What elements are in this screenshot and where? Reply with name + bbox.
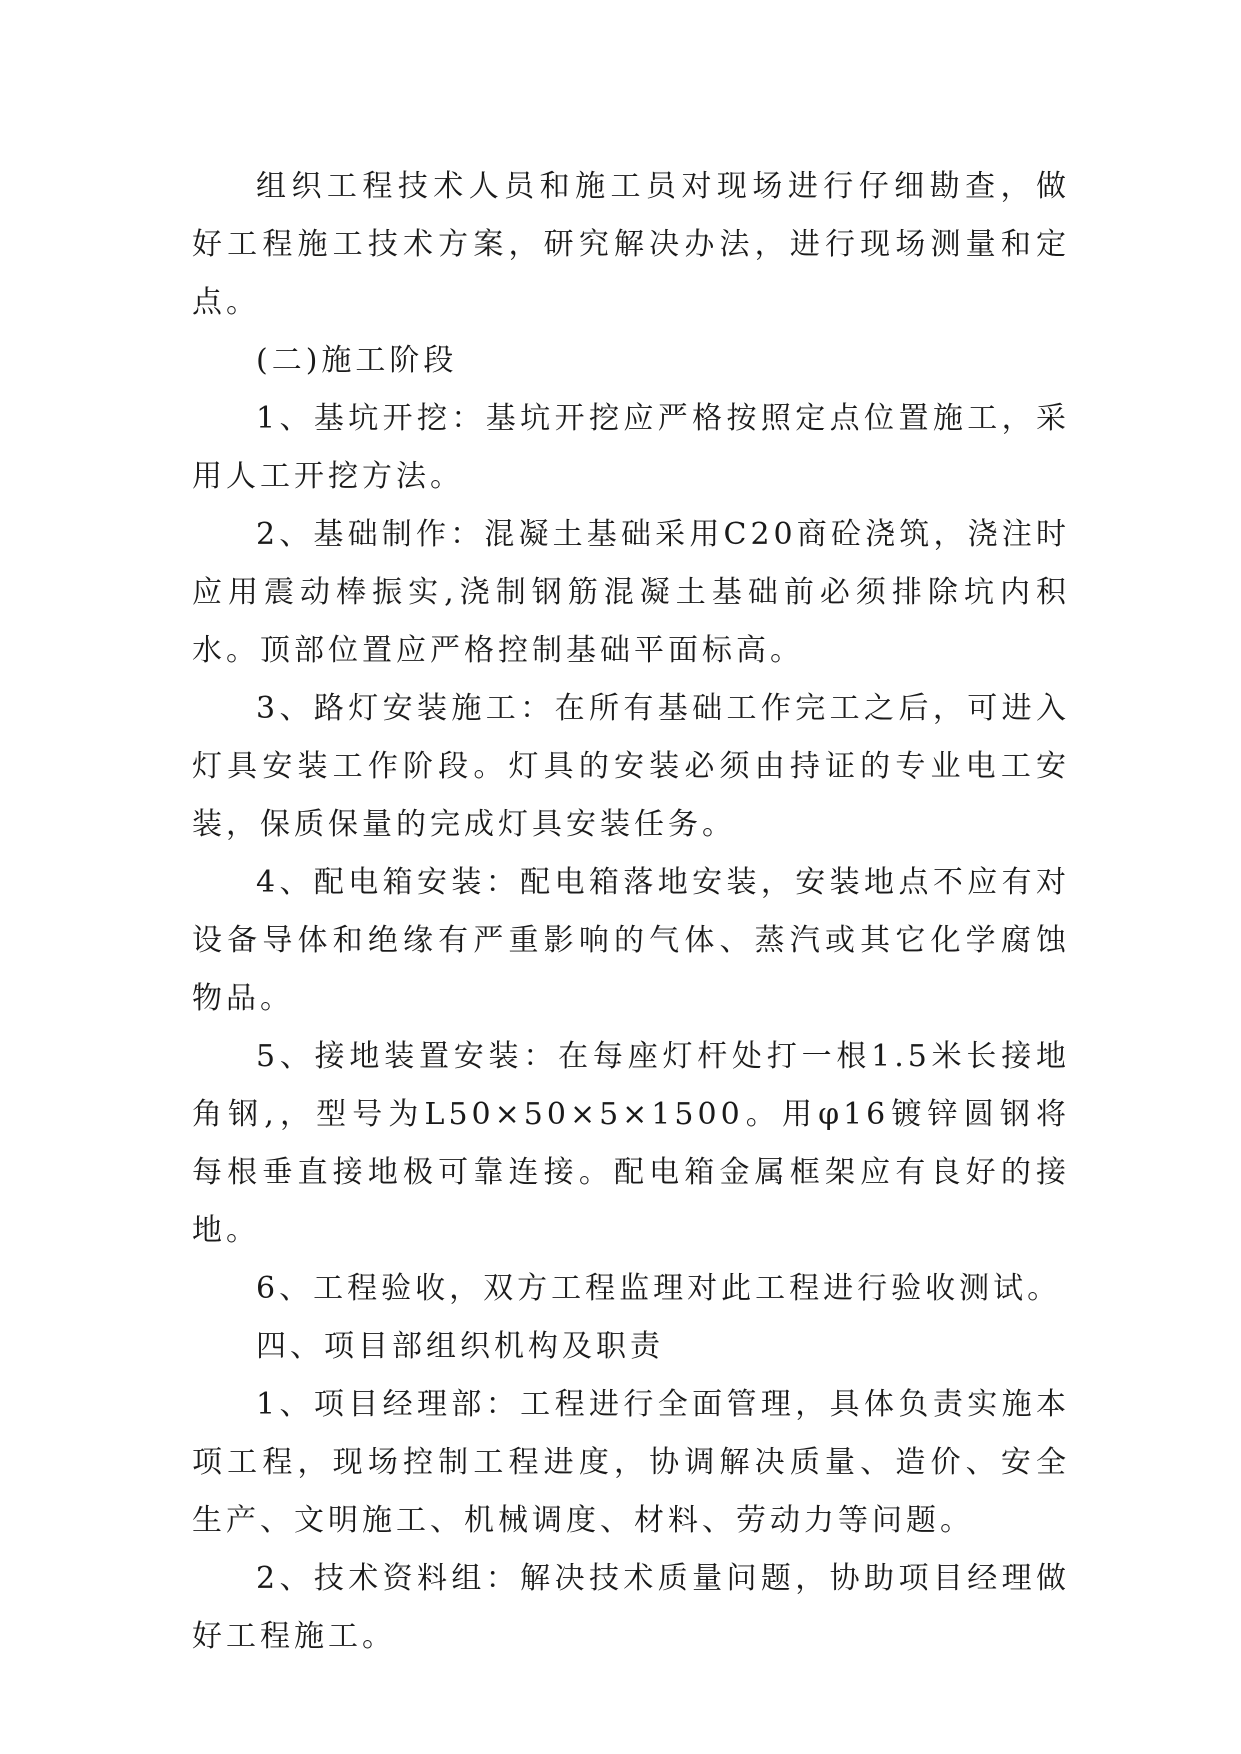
paragraph-lamp-installation: 3、路灯安装施工：在所有基础工作完工之后，可进入灯具安装工作阶段。灯具的安装必须由持证的专业电工安装，保质保量的完成灯具安装任务。	[192, 691, 1070, 842]
paragraph-excavation: 1、基坑开挖：基坑开挖应严格按照定点位置施工，采用人工开挖方法。	[192, 401, 1070, 494]
document-body	[192, 158, 1070, 1666]
heading-organization: 四、项目部组织机构及职责	[256, 1329, 664, 1364]
heading-construction-stage: (二)施工阶段	[256, 343, 458, 378]
paragraph-technical-group: 2、技术资料组：解决技术质量问题，协助项目经理做好工程施工。	[192, 1561, 1070, 1654]
paragraph-foundation: 2、基础制作：混凝土基础采用C20商砼浇筑，浇注时应用震动棒振实,浇制钢筋混凝土基础前必须排除坑内积水。顶部位置应严格控制基础平面标高。	[192, 517, 1070, 668]
paragraph-distribution-box: 4、配电箱安装：配电箱落地安装，安装地点不应有对设备导体和绝缘有严重影响的气体、蒸汽或其它化学腐蚀物品。	[192, 865, 1070, 1016]
paragraph-acceptance: 6、工程验收，双方工程监理对此工程进行验收测试。	[256, 1271, 1062, 1306]
paragraph-site-survey: 组织工程技术人员和施工员对现场进行仔细勘查，做好工程施工技术方案，研究解决办法，进行现场测量和定点。	[192, 169, 1070, 320]
paragraph-project-manager: 1、项目经理部：工程进行全面管理，具体负责实施本项工程，现场控制工程进度，协调解决质量、造价、安全生产、文明施工、机械调度、材料、劳动力等问题。	[192, 1387, 1070, 1538]
paragraph-grounding: 5、接地装置安装：在每座灯杆处打一根1.5米长接地角钢,，型号为L50×50×5×1500。用φ16镀锌圆钢将每根垂直接地极可靠连接。配电箱金属框架应有良好的接地。	[192, 1039, 1070, 1248]
